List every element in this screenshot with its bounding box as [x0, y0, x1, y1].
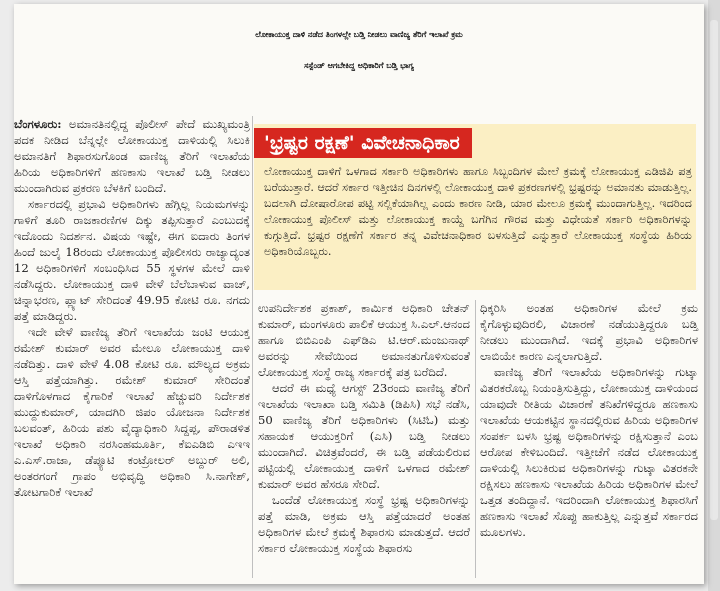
column-divider	[252, 116, 253, 578]
article-paragraph: ಧಿಕ್ಕರಿಸಿ ಅಂತಹ ಅಧಿಕಾರಿಗಳ ಮೇಲೆ ಕ್ರಮ ಕೈಗೊಳ್ಳುವುದಿರಲಿ, ವಿಚಾರಣೆ ನಡೆಯುತ್ತಿದ್ದರೂ ಬಡ್ತಿ ನೀಡಲು ಮುಂದಾಗಿದೆ. ಇದಕ್ಕೆ ಪ್ರಭಾವಿ ಅಧಿಕಾರಿಗಳ ಲಾಬಿಯೇ ಕಾರಣ ಎನ್ನಲಾಗುತ್ತಿದೆ.	[480, 301, 698, 363]
article-paragraph: ಸರ್ಕಾರದಲ್ಲಿ ಪ್ರಭಾವಿ ಅಧಿಕಾರಿಗಳು ಹೆಗ್ಗಿಲ್ಲ ನಿಯಮಗಳನ್ನು ಗಾಳಿಗೆ ತೂರಿ ರಾಜಕಾರಣಿಗಳ ದಿಕ್ಕು ತಪ್ಪಿಸುತ್ತಾರೆ ಎಂಬುದಕ್ಕೆ ಇದೊಂದು ನಿದರ್ಶನ. ವಿಷಯ ಇಷ್ಟೇ, ಈಗ ಐದಾರು ತಿಂಗಳ ಹಿಂದೆ ಜುಲೈ 18ರಂದು ಲೋಕಾಯುಕ್ತ ಪೊಲೀಸರು ರಾಜ್ಯಾದ್ಯಂತ 12 ಅಧಿಕಾರಿಗಳಿಗೆ ಸಂಬಂಧಿಸಿದ 55 ಸ್ಥಳಗಳ ಮೇಲೆ ದಾಳಿ ನಡೆಸಿದ್ದರು. ಲೋಕಾಯುಕ್ತ ದಾಳಿ ವೇಳೆ ಬೆಲೆಬಾಳುವ ವಾಚ್, ಚಿನ್ನಾಭರಣ, ಪ್ಲ್ಯಾಟ್ ಸೇರಿದಂತೆ 49.95 ಕೋಟಿ ರೂ. ನಗದು ಪತ್ತೆ ಮಾಡಿದ್ದರು.	[14, 197, 250, 323]
sidebar-box	[254, 124, 696, 290]
article-paragraph: ಆದರೆ ಈ ಮಧ್ಯೆ ಆಗಸ್ಟ್ 23ರಂದು ವಾಣಿಜ್ಯ ತೆರಿಗೆ ಇಲಾಖೆಯ ಇಲಾಖಾ ಬಡ್ತಿ ಸಮಿತಿ (ಡಿಪಿಸಿ) ಸಭೆ ನಡೆಸಿ, 50 ವಾಣಿಜ್ಯ ತೆರಿಗೆ ಅಧಿಕಾರಿಗಳು (ಸಿಟಿಓ) ಮತ್ತು ಸಹಾಯಕ ಆಯುಕ್ತರಿಗೆ (ಎಸಿ) ಬಡ್ತಿ ನೀಡಲು ಮುಂದಾಗಿದೆ. ವಿಚಿತ್ರವೆಂದರೆ, ಈ ಬಡ್ತಿ ಪಡೆಯಲಿರುವ ಪಟ್ಟಿಯಲ್ಲಿ ಲೋಕಾಯುಕ್ತ ದಾಳಿಗೆ ಒಳಗಾದ ರಮೇಶ್ ಕುಮಾರ್ ಅವರ ಹೆಸರೂ ಸೇರಿದೆ.	[258, 381, 470, 491]
newspaper-clipping	[14, 4, 704, 584]
article-paragraph: ಇದೇ ವೇಳೆ ವಾಣಿಜ್ಯ ತೆರಿಗೆ ಇಲಾಖೆಯ ಜಂಟಿ ಆಯುಕ್ತ ರಮೇಶ್ ಕುಮಾರ್ ಅವರ ಮೇಲೂ ಲೋಕಾಯುಕ್ತ ದಾಳಿ ನಡೆದಿತ್ತು. ದಾಳಿ ವೇಳೆ 4.08 ಕೋಟಿ ರೂ. ಮೌಲ್ಯದ ಅಕ್ರಮ ಆಸ್ತಿ ಪತ್ತೆಯಾಗಿತ್ತು. ರಮೇಶ್ ಕುಮಾರ್ ಸೇರಿದಂತೆ ದಾಳಿಗೊಳಗಾದ ಕೈಗಾರಿಕೆ ಇಲಾಖೆ ಹೆಚ್ಚುವರಿ ನಿರ್ದೇಶಕ ಮುದ್ದುಕುಮಾರ್, ಯಾದಗಿರಿ ಜಿಪಂ ಯೋಜನಾ ನಿರ್ದೇಶಕ ಬಲವಂತ್, ಹಿರಿಯ ಪಶು ವೈದ್ಯಾಧಿಕಾರಿ ಸಿದ್ದಪ್ಪ, ಪೌರಾಡಳಿತ ಇಲಾಖೆ ಅಧಿಕಾರಿ ನರಸಿಂಹಮೂರ್ತಿ, ಕೆಐಎಡಿಬಿ ಎಇಇ ಎ.ಎಸ್.ರಾಜಾ, ಡೆಪ್ಯೂಟಿ ಕಂಟ್ರೋಲರ್ ಅಬ್ದುರ್ ಅಲಿ, ಅಂತರಗಂಗೆ ಗ್ರಾಪಂ ಅಭಿವೃದ್ಧಿ ಅಧಿಕಾರಿ ಸಿ.ನಾಗೇಶ್, ತೋಟಗಾರಿಕೆ ಇಲಾಖೆ	[14, 325, 250, 499]
viewer-scroll-thumb[interactable]	[710, 20, 718, 520]
article-paragraph	[14, 116, 250, 196]
paragraph-text: ಅಮಾನತಿನಲ್ಲಿದ್ದ ಪೊಲೀಸ್ ಪೇದೆ ಮುಖ್ಯಮಂತ್ರಿ ಪದಕ ನೀಡಿದ ಬೆನ್ನಲ್ಲೇ ಲೋಕಾಯುಕ್ತ ದಾಳಿಯಲ್ಲಿ ಸಿಲುಕಿ ಅಮಾನತಿಗೆ ಶಿಫಾರಸುಗೊಂಡ ವಾಣಿಜ್ಯ ತೆರಿಗೆ ಇಲಾಖೆಯ ಹಿರಿಯ ಅಧಿಕಾರಿಗಳಿಗೆ ಹಣಕಾಸು ಇಲಾಖೆ ಬಡ್ತಿ ನೀಡಲು ಮುಂದಾಗಿರುವ ಪ್ರಕರಣ ಬೆಳಕಿಗೆ ಬಂದಿದೆ.	[14, 117, 251, 195]
article-paragraph: ವಾಣಿಜ್ಯ ತೆರಿಗೆ ಇಲಾಖೆಯ ಅಧಿಕಾರಿಗಳನ್ನು ಗುಟ್ಕಾ ವಿತರಕರೊಬ್ಬ ನಿಯಂತ್ರಿಸುತ್ತಿದ್ದು, ಲೋಕಾಯುಕ್ತ ದಾಳಿಯಂದ ಯಾವುದೇ ರೀತಿಯ ವಿಚಾರಣೆ ತನಿಖೆಗಳಿದ್ದರೂ ಹಣಕಾಸು ಇಲಾಖೆಯ ಆಯಕಟ್ಟಿನ ಸ್ಥಾನದಲ್ಲಿರುವ ಹಿರಿಯ ಅಧಿಕಾರಿಗಳ ಸಂಪರ್ಕ ಬಳಸಿ ಭ್ರಷ್ಟ ಅಧಿಕಾರಿಗಳನ್ನು ರಕ್ಷಿಸುತ್ತಾನೆ ಎಂಬ ಆರೋಪ ಕೇಳಿಬಂದಿದೆ. ಇತ್ತೀಚೆಗೆ ನಡೆದ ಲೋಕಾಯುಕ್ತ ದಾಳಿಯಲ್ಲಿ ಸಿಲುಕಿರುವ ಅಧಿಕಾರಿಗಳನ್ನು ಗುಟ್ಕಾ ವಿತರಕನೇ ರಕ್ಷಿಸಲು ಹಣಕಾಸು ಇಲಾಖೆಯ ಹಿರಿಯ ಅಧಿಕಾರಿಗಳ ಮೇಲೆ ಒತ್ತಡ ತಂದಿದ್ದಾನೆ. ಇದರಿಂದಾಗಿ ಲೋಕಾಯುಕ್ತ ಶಿಫಾರಸಿಗೆ ಹಣಕಾಸು ಇಲಾಖೆ ಸೊಪ್ಪು ಹಾಕುತ್ತಿಲ್ಲ ಎನ್ನುತ್ತವೆ ಸರ್ಕಾರದ ಮೂಲಗಳು.	[480, 365, 698, 539]
article-paragraph: ಒಂದೆಡೆ ಲೋಕಾಯುಕ್ತ ಸಂಸ್ಥೆ ಭ್ರಷ್ಟ ಅಧಿಕಾರಿಗಳನ್ನು ಪತ್ತೆ ಮಾಡಿ, ಅಕ್ರಮ ಆಸ್ತಿ ಪತ್ತೆಯಾದರೆ ಅಂತಹ ಅಧಿಕಾರಿಗಳ ಮೇಲೆ ಕ್ರಮಕ್ಕೆ ಶಿಫಾರಸು ಮಾಡುತ್ತದೆ. ಆದರೆ ಸರ್ಕಾರ ಲೋಕಾಯುಕ್ತ ಸಂಸ್ಥೆಯ ಶಿಫಾರಸು	[258, 493, 470, 555]
article-column-2	[258, 300, 470, 556]
article-column-1	[14, 116, 250, 500]
sidebar-body: ಲೋಕಾಯುಕ್ತ ದಾಳಿಗೆ ಒಳಗಾದ ಸರ್ಕಾರಿ ಅಧಿಕಾರಿಗಳು ಹಾಗೂ ಸಿಬ್ಬಂದಿಗಳ ಮೇಲೆ ಕ್ರಮಕ್ಕೆ ಲೋಕಾಯುಕ್ತ ಎಡಿಜಿಪಿ ಪತ್ರ ಬರೆಯುತ್ತಾರೆ. ಆದರೆ ಸರ್ಕಾರ ಇತ್ತೀಚಿನ ದಿನಗಳಲ್ಲಿ ಲೋಕಾಯುಕ್ತ ದಾಳಿ ಪ್ರಕರಣಗಳಲ್ಲಿ ಭ್ರಷ್ಟರನ್ನು ಅಮಾನತು ಮಾಡುತ್ತಿಲ್ಲ. ಬದಲಾಗಿ ದೋಷಾರೋಪ ಪಟ್ಟಿ ಸಲ್ಲಿಕೆಯಾಗಿಲ್ಲ ಎಂದು ಕಾರಣ ನೀಡಿ, ಯಾರ ಮೇಲೂ ಕ್ರಮಕ್ಕೆ ಮುಂದಾಗುತ್ತಿಲ್ಲ. ಇದರಿಂದ ಲೋಕಾಯುಕ್ತ ಪೊಲೀಸ್ ಮತ್ತು ಲೋಕಾಯುಕ್ತ ಕಾಯ್ದೆ ಬಗೆಗಿನ ಗೌರವ ಮತ್ತು ವಿಧೇಯತೆ ಸರ್ಕಾರಿ ಅಧಿಕಾರಿಗಳನ್ನು ಕುಗ್ಗುತ್ತಿದೆ. ಭ್ರಷ್ಟರ ರಕ್ಷಣೆಗೆ ಸರ್ಕಾರ ತನ್ನ ವಿವೇಚನಾಧಿಕಾರ ಬಳಸುತ್ತಿದೆ ಎನ್ನುತ್ತಾರೆ ಲೋಕಾಯುಕ್ತ ಸಂಸ್ಥೆಯ ಹಿರಿಯ ಅಧಿಕಾರಿಯೊಬ್ಬರು.	[264, 165, 692, 258]
viewer-scroll-strip[interactable]	[708, 0, 720, 591]
sidebar-title: 'ಭ್ರಷ್ಟರ ರಕ್ಷಣೆ' ವಿವೇಚನಾಧಿಕಾರ	[254, 128, 472, 158]
article-column-3	[480, 300, 698, 540]
article-paragraph: ಉಪನಿರ್ದೇಶಕ ಪ್ರಕಾಶ್, ಕಾರ್ಮಿಕ ಅಧಿಕಾರಿ ಚೇತನ್ ಕುಮಾರ್, ಮಂಗಳೂರು ಪಾಲಿಕೆ ಆಯುಕ್ತ ಸಿ.ಎಲ್.ಆನಂದ ಹಾಗೂ ಬಿಬಿಎಂಪಿ ಎಫ್‌ಡಿಎ ಟಿ.ಆರ್.ಮಂಜುನಾಥ್ ಅವರನ್ನು ಸೇವೆಯಿಂದ ಅಮಾನತುಗೊಳಿಸುವಂತೆ ಲೋಕಾಯುಕ್ತ ಸಂಸ್ಥೆ ರಾಜ್ಯ ಸರ್ಕಾರಕ್ಕೆ ಪತ್ರ ಬರೆದಿದೆ.	[258, 301, 470, 379]
main-headline: ಸಸ್ಪೆಂಡ್ ಆಗಬೇಕಿದ್ದ ಅಧಿಕಾರಿಗೆ ಬಡ್ತಿ ಭಾಗ್ಯ	[304, 60, 414, 70]
dateline: ಬೆಂಗಳೂರು:	[14, 117, 62, 131]
column-divider	[475, 300, 476, 578]
kicker-headline: ಲೋಕಾಯುಕ್ತ ದಾಳಿ ನಡೆದ ತಿಂಗಳಲ್ಲೇ ಬಡ್ತಿ ನೀಡಲು ವಾಣಿಜ್ಯ ತೆರಿಗೆ ಇಲಾಖೆ ಕ್ರಮ	[255, 30, 463, 39]
